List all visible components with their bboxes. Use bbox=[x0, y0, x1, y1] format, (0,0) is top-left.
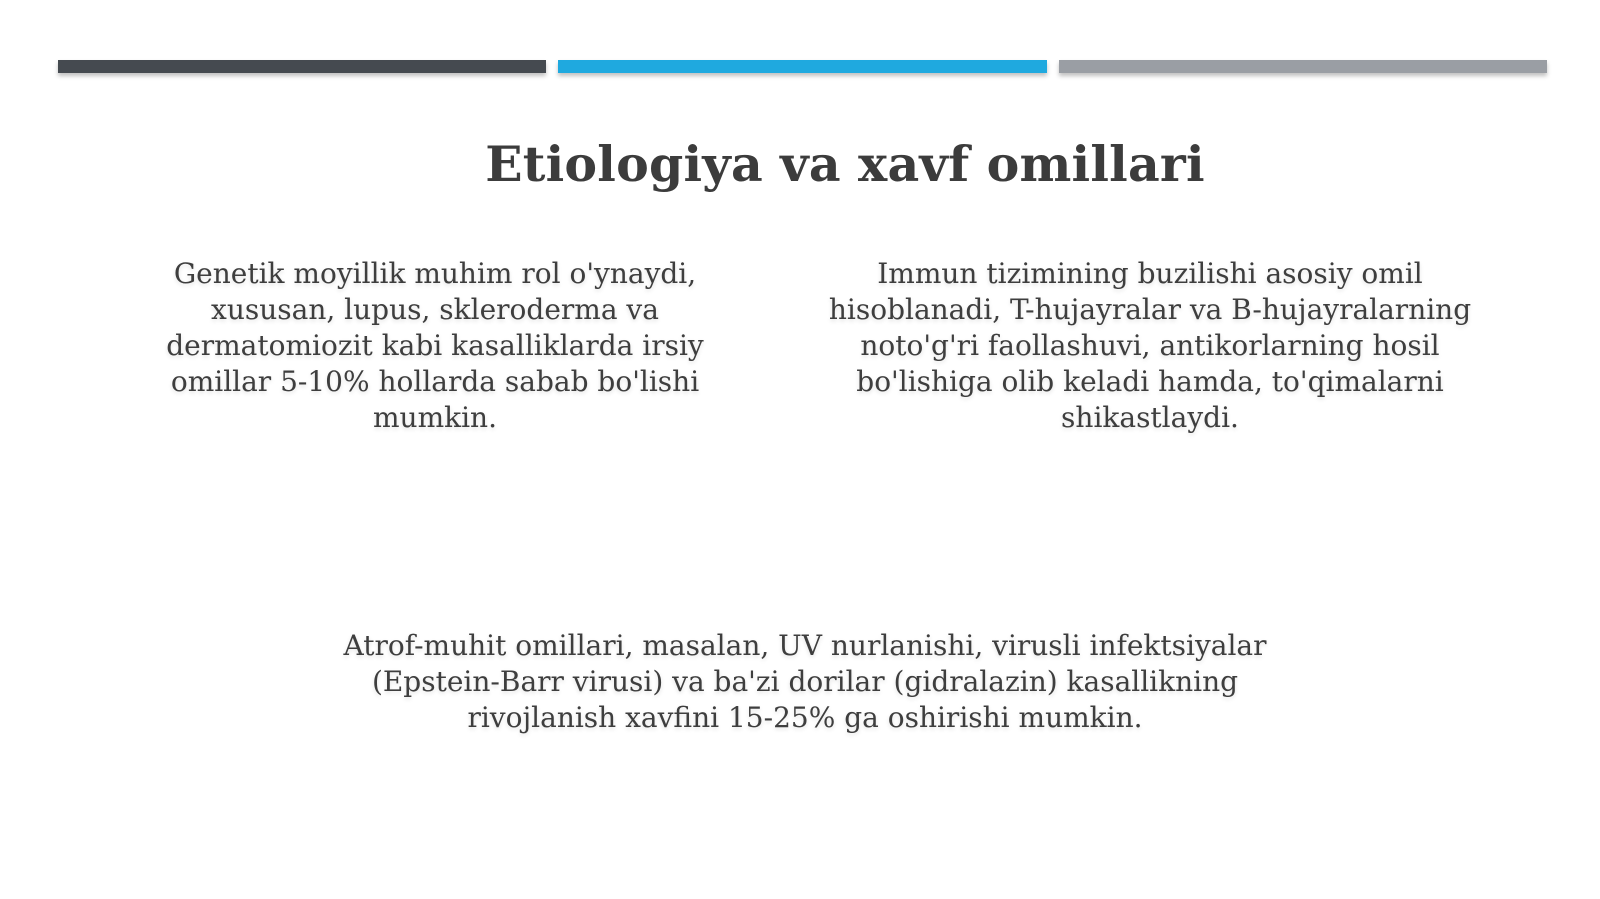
paragraph-environmental-factors: Atrof-muhit omillari, masalan, UV nurlanishi, virusli infektsiyalar (Epstein-Barr virusi) va ba'zi dorilar (gidralazin) kasallikning rivojlanish xavfini 15-25% ga oshirishi mumkin. bbox=[343, 629, 1267, 734]
header-bar-blue bbox=[558, 60, 1047, 73]
paragraph-genetic-factors: Genetik moyillik muhim rol o'ynaydi, xususan, lupus, skleroderma va dermatomiozit kabi kasalliklarda irsiy omillar 5-10% hollarda sabab bo'lishi mumkin. bbox=[166, 257, 704, 434]
header-bar-dark bbox=[58, 60, 546, 73]
slide-title: Etiologiya va xavf omillari bbox=[485, 134, 1205, 193]
paragraph-immune-factors: Immun tizimining buzilishi asosiy omil hisoblanadi, T-hujayralar va B-hujayralarning noto'g'ri faollashuvi, antikorlarning hosil bo'lishiga olib keladi hamda, to'qimalarni shikastlaydi. bbox=[828, 257, 1472, 434]
header-bar-gray bbox=[1059, 60, 1547, 73]
